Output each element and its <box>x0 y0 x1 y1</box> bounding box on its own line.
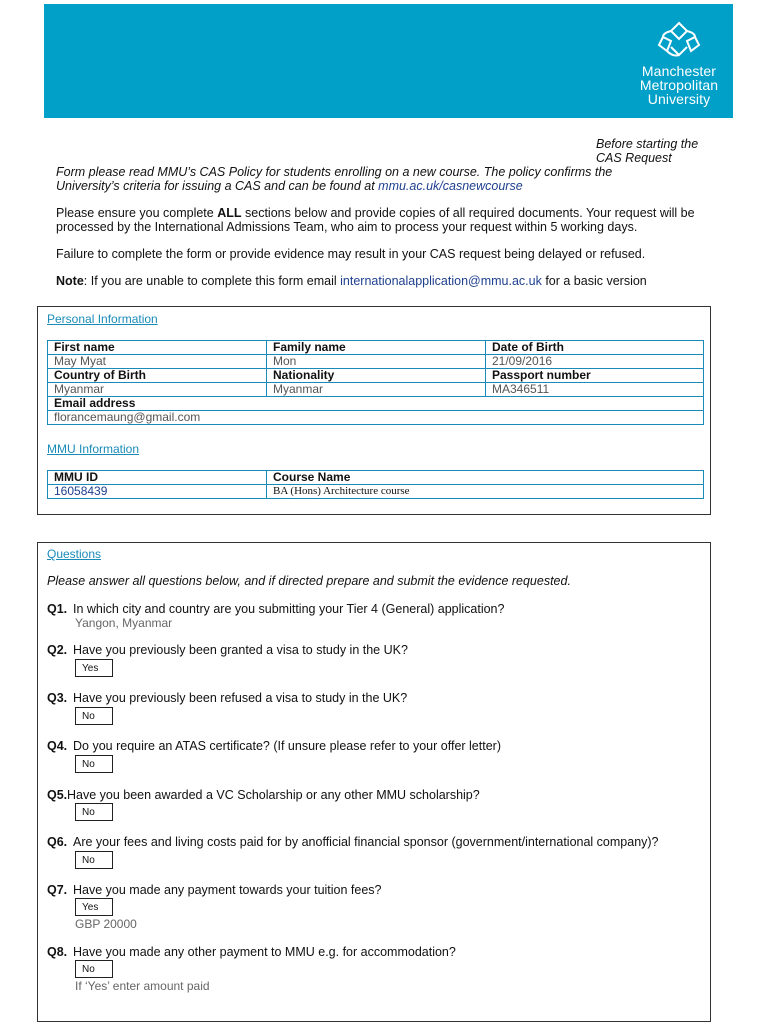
email-field[interactable]: florancemaung@gmail.com <box>48 411 704 425</box>
question-text: In which city and country are you submitting your Tier 4 (General) application? <box>73 602 505 616</box>
note-text-a: : If you are unable to complete this form email <box>83 274 341 288</box>
question-text: Have you made any payment towards your tuition fees? <box>73 883 382 897</box>
country-field[interactable]: Myanmar <box>48 383 267 397</box>
policy-link[interactable]: mmu.ac.uk/casnewcourse <box>378 179 523 193</box>
question-number: Q5. <box>47 788 68 802</box>
mmu-id-label: MMU ID <box>48 471 267 485</box>
answer-q8-amount[interactable]: If ‘Yes’ enter amount paid <box>75 979 210 993</box>
question-2 <box>47 643 408 657</box>
question-5 <box>47 788 480 802</box>
country-label: Country of Birth <box>48 369 267 383</box>
answer-q4-box[interactable]: No <box>75 755 113 773</box>
question-number: Q8. <box>47 945 68 959</box>
question-text: Have you previously been refused a visa to study in the UK? <box>73 691 408 705</box>
course-name-field[interactable]: BA (Hons) Architecture course <box>267 485 704 499</box>
answer-q2-box[interactable]: Yes <box>75 659 113 677</box>
answer-q8-box[interactable]: No <box>75 960 113 978</box>
dob-field[interactable]: 21/09/2016 <box>486 355 704 369</box>
question-6 <box>47 835 659 849</box>
email-link[interactable]: internationalapplication@mmu.ac.uk <box>340 274 542 288</box>
note-text-b: for a basic version <box>541 274 647 288</box>
question-8 <box>47 945 456 959</box>
passport-label: Passport number <box>486 369 704 383</box>
mmu-id-field[interactable]: 16058439 <box>48 485 267 499</box>
questions-instructions: Please answer all questions below, and if directed prepare and submit the evidence requested. <box>47 574 571 588</box>
intro-section <box>56 137 716 288</box>
question-4 <box>47 739 501 753</box>
family-name-label: Family name <box>267 341 486 355</box>
email-label: Email address <box>48 397 704 411</box>
intro-ensure-bold: ALL <box>217 206 242 220</box>
nationality-label: Nationality <box>267 369 486 383</box>
questions-title: Questions <box>47 547 102 561</box>
course-name-label: Course Name <box>267 471 704 485</box>
nationality-field[interactable]: Myanmar <box>267 383 486 397</box>
note-label: Note <box>56 274 84 288</box>
intro-ensure <box>56 206 716 234</box>
mmu-info-table <box>47 470 704 499</box>
question-number: Q6. <box>47 835 68 849</box>
personal-info-table <box>47 340 704 425</box>
answer-q5-box[interactable]: No <box>75 803 113 821</box>
mmu-knot-icon <box>656 20 702 60</box>
intro-policy-text: Form please read MMU’s CAS Policy for students enrolling on a new course. The policy confirms the University’s criteria for issuing a CAS and can be found at <box>56 165 613 193</box>
question-text: Have you been awarded a VC Scholarship or any other MMU scholarship? <box>67 788 480 802</box>
mmu-info-title: MMU Information <box>47 442 140 456</box>
question-7 <box>47 883 382 897</box>
question-text: Are your fees and living costs paid for by anofficial financial sponsor (government/international company)? <box>73 835 659 849</box>
logo-line-1: Manchester <box>641 63 717 79</box>
question-number: Q3. <box>47 691 68 705</box>
header-banner <box>44 4 733 118</box>
intro-ensure-a: Please ensure you complete <box>56 206 218 220</box>
question-text: Have you made any other payment to MMU e.g. for accommodation? <box>73 945 456 959</box>
intro-failure: Failure to complete the form or provide evidence may result in your CAS request being delayed or refused. <box>56 247 646 261</box>
answer-q7-amount[interactable]: GBP 20000 <box>75 917 137 931</box>
answer-q6-box[interactable]: No <box>75 851 113 869</box>
question-text: Do you require an ATAS certificate? (If unsure please refer to your offer letter) <box>73 739 501 753</box>
intro-before-starting: Before starting the CAS Request <box>596 137 699 165</box>
answer-q3-box[interactable]: No <box>75 707 113 725</box>
logo-line-3: University <box>647 91 711 107</box>
answer-q7-box[interactable]: Yes <box>75 898 113 916</box>
answer-q1[interactable]: Yangon, Myanmar <box>75 616 173 630</box>
logo-line-2: Metropolitan <box>639 77 719 93</box>
question-3 <box>47 691 407 705</box>
question-1 <box>47 602 504 616</box>
question-number: Q4. <box>47 739 68 753</box>
intro-ensure-b: sections below and provide copies of all required documents. Your request will be processed by the International Admissions Team, who aim to process your request within 5 working days. <box>56 206 695 234</box>
question-number: Q7. <box>47 883 68 897</box>
question-number: Q2. <box>47 643 68 657</box>
university-logo <box>629 20 729 106</box>
passport-field[interactable]: MA346511 <box>486 383 704 397</box>
intro-policy <box>56 165 656 193</box>
first-name-label: First name <box>48 341 267 355</box>
question-text: Have you previously been granted a visa to study in the UK? <box>73 643 408 657</box>
dob-label: Date of Birth <box>486 341 704 355</box>
first-name-field[interactable]: May Myat <box>48 355 267 369</box>
intro-note <box>56 274 716 288</box>
family-name-field[interactable]: Mon <box>267 355 486 369</box>
question-number: Q1. <box>47 602 68 616</box>
personal-info-title: Personal Information <box>47 312 158 326</box>
